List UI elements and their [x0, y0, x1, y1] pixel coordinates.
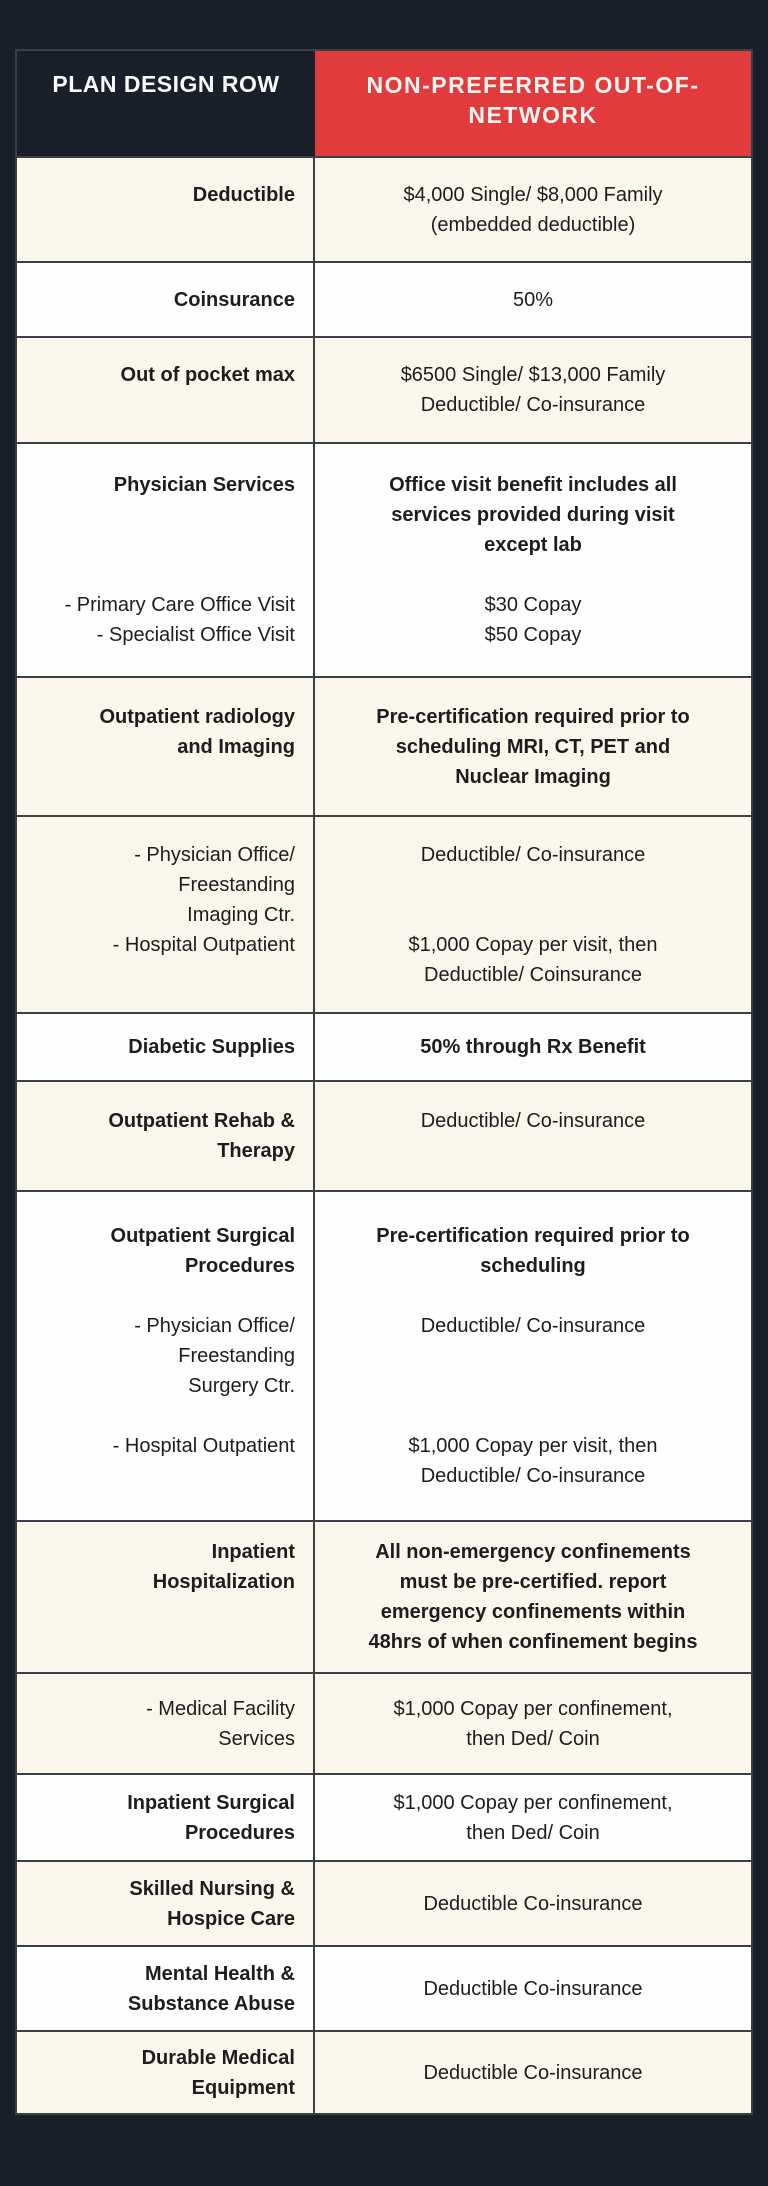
table-row: [17, 261, 751, 336]
label-line: Services: [218, 1727, 295, 1750]
label-line: Durable Medical: [141, 2046, 295, 2069]
row-value-cell: [315, 1192, 751, 1520]
table-body: [17, 156, 751, 2113]
row-label-cell: [17, 1862, 315, 1945]
row-label-cell: [17, 817, 315, 1012]
row-value-cell: [315, 158, 751, 261]
row-label-cell: [17, 1775, 315, 1860]
row-label-cell: [17, 1082, 315, 1190]
label-line: - Primary Care Office Visit: [64, 594, 295, 616]
value-line: scheduling MRI, CT, PET and: [395, 735, 671, 758]
value-line: $4,000 Single/ $8,000 Family: [403, 183, 663, 206]
label-line: Deductible: [192, 183, 295, 206]
value-line: $1,000 Copay per confinement,: [393, 1791, 673, 1814]
value-line: Deductible/ Coinsurance: [424, 963, 642, 986]
row-label-cell: [17, 1014, 315, 1080]
value-line: $1,000 Copay per confinement,: [393, 1697, 673, 1720]
table-row: [17, 442, 751, 676]
row-label-cell: [17, 263, 315, 336]
value-line: $30 Copay: [484, 594, 582, 616]
label-line: - Physician Office/: [134, 843, 295, 866]
value-line: Deductible/ Co-insurance: [420, 1110, 646, 1132]
header-cell-plan-design-row: [17, 51, 315, 156]
value-line: except lab: [484, 534, 582, 556]
table-row: [17, 676, 751, 815]
label-line: Inpatient: [211, 1541, 295, 1563]
value-line: emergency confinements within: [380, 1601, 686, 1623]
table-row: [17, 1773, 751, 1860]
row-value-cell: [315, 1947, 751, 2030]
value-line: 50% through Rx Benefit: [420, 1036, 646, 1058]
header-cell-non-preferred-out-of-network: [315, 51, 751, 156]
value-line: then Ded/ Coin: [466, 1727, 600, 1750]
value-line: $1,000 Copay per visit, then: [408, 1435, 658, 1457]
label-line: Outpatient radiology: [99, 705, 295, 728]
row-value-cell: [315, 2032, 751, 2113]
label-line: and Imaging: [177, 735, 295, 758]
row-label-cell: [17, 678, 315, 815]
label-line: Imaging Ctr.: [187, 903, 295, 926]
row-label-cell: [17, 158, 315, 261]
value-line: Deductible/ Co-insurance: [420, 1315, 646, 1337]
row-value-cell: [315, 1082, 751, 1190]
row-label-cell: [17, 1674, 315, 1773]
value-line: then Ded/ Coin: [466, 1821, 600, 1844]
row-label-cell: [17, 444, 315, 676]
value-line: Deductible/ Co-insurance: [420, 394, 646, 416]
value-line: Nuclear Imaging: [455, 765, 611, 788]
row-label-cell: [17, 338, 315, 442]
table-row: [17, 2030, 751, 2113]
label-line: Therapy: [217, 1140, 295, 1162]
value-line: Deductible/ Co-insurance: [420, 843, 646, 866]
value-line: Pre-certification required prior to: [376, 1225, 690, 1247]
label-line: - Hospital Outpatient: [112, 933, 295, 956]
label-line: Mental Health &: [144, 1962, 295, 1985]
row-value-cell: [315, 1522, 751, 1672]
row-value-cell: [315, 817, 751, 1012]
table-row: [17, 1860, 751, 1945]
label-line: Coinsurance: [173, 288, 295, 311]
table-row: [17, 1190, 751, 1520]
value-line: Deductible Co-insurance: [423, 1977, 643, 2000]
label-line: Freestanding: [178, 873, 295, 896]
row-label-cell: [17, 1522, 315, 1672]
row-value-cell: [315, 1674, 751, 1773]
value-line: scheduling: [480, 1255, 586, 1277]
value-line: Office visit benefit includes all: [389, 474, 677, 496]
value-line: All non-emergency confinements: [375, 1541, 691, 1563]
value-line: (embedded deductible): [430, 213, 636, 236]
table-row: [17, 336, 751, 442]
row-value-cell: [315, 444, 751, 676]
row-label-cell: [17, 2032, 315, 2113]
value-line: Deductible/ Co-insurance: [420, 1465, 646, 1487]
value-line: 50%: [512, 288, 554, 311]
row-value-cell: [315, 1775, 751, 1860]
row-value-cell: [315, 678, 751, 815]
row-label-cell: [17, 1947, 315, 2030]
table-row: [17, 156, 751, 261]
table-row: [17, 1080, 751, 1190]
label-line: - Medical Facility: [146, 1697, 295, 1720]
row-value-cell: [315, 1014, 751, 1080]
value-line: Deductible Co-insurance: [423, 1892, 643, 1915]
label-line: Surgery Ctr.: [188, 1375, 295, 1397]
table-row: [17, 1520, 751, 1672]
table-row: [17, 815, 751, 1012]
table-row: [17, 1672, 751, 1773]
label-line: Equipment: [191, 2076, 295, 2099]
label-line: Out of pocket max: [120, 364, 295, 386]
table-row: [17, 1945, 751, 2030]
label-line: Procedures: [184, 1821, 295, 1844]
label-line: Freestanding: [178, 1345, 295, 1367]
row-value-cell: [315, 338, 751, 442]
label-line: Substance Abuse: [127, 1992, 295, 2015]
label-line: Diabetic Supplies: [128, 1036, 295, 1058]
value-line: $6500 Single/ $13,000 Family: [400, 364, 666, 386]
value-line: Deductible Co-insurance: [423, 2061, 643, 2084]
value-line: $1,000 Copay per visit, then: [408, 933, 658, 956]
row-label-cell: [17, 1192, 315, 1520]
label-line: Inpatient Surgical: [127, 1791, 295, 1814]
label-line: Skilled Nursing &: [129, 1877, 295, 1900]
plan-design-table: [15, 49, 753, 2115]
value-line: 48hrs of when confinement begins: [368, 1631, 698, 1653]
label-line: Hospice Care: [167, 1907, 295, 1930]
label-line: - Hospital Outpatient: [112, 1435, 295, 1457]
label-line: Outpatient Surgical: [110, 1225, 295, 1247]
label-line: - Physician Office/: [134, 1315, 295, 1337]
label-line: Outpatient Rehab &: [108, 1110, 295, 1132]
row-value-cell: [315, 1862, 751, 1945]
label-line: Procedures: [184, 1255, 295, 1277]
value-line: must be pre-certified. report: [399, 1571, 667, 1593]
table-header-row: [17, 51, 751, 156]
label-line: Hospitalization: [152, 1571, 295, 1593]
value-line: services provided during visit: [391, 504, 675, 526]
plan-design-row-title: PLAN DESIGN ROW: [52, 71, 280, 97]
table-row: [17, 1012, 751, 1080]
value-line: Pre-certification required prior to: [376, 705, 690, 728]
label-line: Physician Services: [113, 474, 295, 496]
non-preferred-title-line2: NETWORK: [468, 101, 598, 128]
row-value-cell: [315, 263, 751, 336]
label-line: - Specialist Office Visit: [96, 624, 295, 646]
non-preferred-title-line1: NON-PREFERRED OUT-OF-: [366, 71, 700, 98]
value-line: $50 Copay: [484, 624, 582, 646]
